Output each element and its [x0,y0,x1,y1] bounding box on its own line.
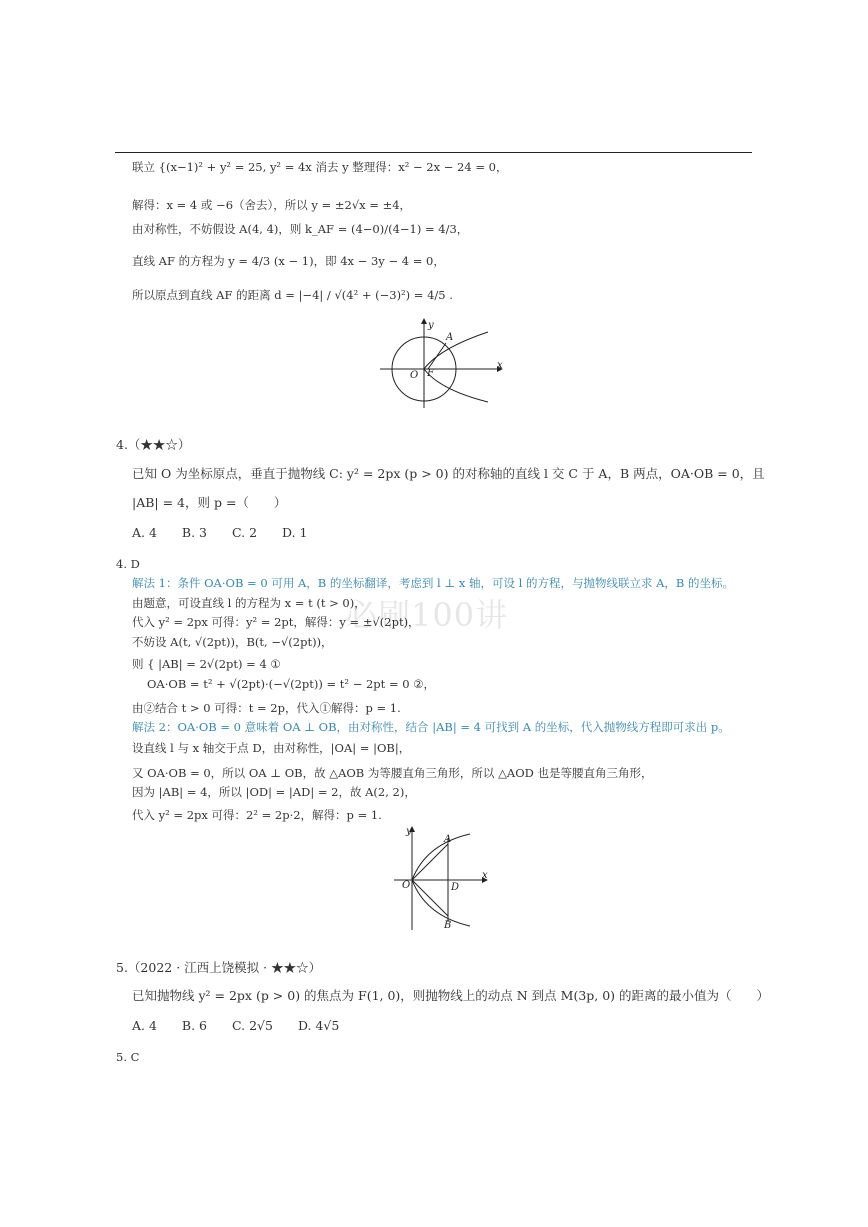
fig1-label-f: F [427,368,434,379]
solution-line: 则 { |AB| = 2√(2pt) = 4 ① [132,657,281,671]
fig2-label-a: A [444,834,452,845]
fig1-label-x: x [497,360,503,371]
fig2-label-o: O [402,880,411,891]
solution-hint: 解法 2：OA·OB = 0 意味着 OA ⊥ OB，由对称性，结合 |AB| = 4 可找到 A 的坐标，代入抛物线方程即可求出 p。 [132,720,730,734]
fig1-label-o: O [410,370,419,381]
question-number: 5.（2022 · 江西上饶模拟 · ★★☆） [116,960,322,975]
solution-line: 由题意，可设直线 l 的方程为 x = t (t > 0)， [132,596,366,610]
question-stem: 已知抛物线 y² = 2px (p > 0) 的焦点为 F(1, 0)，则抛物线上的动点 N 到点 M(3p, 0) 的距离的最小值为（ ） [132,988,770,1003]
question-stem: |AB| = 4，则 p =（ ） [132,495,287,510]
answer-label: 4. D [116,557,140,571]
fig2-label-y: y [406,826,412,837]
fig2-label-x: x [482,870,488,881]
figure-circle-parabola [380,318,505,410]
solution-line: 联立 {(x−1)² + y² = 25, y² = 4x 消去 y 整理得：x² − 2x − 24 = 0， [132,160,508,174]
solution-line: 不妨设 A(t, √(2pt))，B(t, −√(2pt))， [132,635,333,649]
header-rule [115,152,752,153]
watermark: 必刷100讲 [345,596,509,634]
fig2-label-d: D [451,882,460,893]
fig2-label-b: B [444,920,452,931]
solution-line: 由②结合 t > 0 可得：t = 2p，代入①解得：p = 1. [132,701,401,715]
fig1-label-a: A [446,332,454,343]
solution-line: 直线 AF 的方程为 y = 4/3 (x − 1)，即 4x − 3y − 4 = 0， [132,254,445,268]
fig1-label-y: y [428,320,434,331]
question-options: A. 4 B. 3 C. 2 D. 1 [132,525,308,540]
answer-label: 5. C [116,1050,140,1064]
figure-parabola-triangle [392,824,492,932]
question-options: A. 4 B. 6 C. 2√5 D. 4√5 [132,1018,340,1033]
solution-line: 因为 |AB| = 4，所以 |OD| = |AD| = 2，故 A(2, 2)， [132,785,416,799]
question-number: 4.（★★☆） [116,437,191,452]
solution-line: 由对称性，不妨假设 A(4, 4)，则 k_AF = (4−0)/(4−1) = 4/3， [132,222,469,236]
solution-line: 解得：x = 4 或 −6（舍去），所以 y = ±2√x = ±4， [132,198,412,212]
question-stem: 已知 O 为坐标原点，垂直于抛物线 C: y² = 2px (p > 0) 的对称轴的直线 l 交 C 于 A，B 两点，OA·OB = 0，且 [132,466,765,481]
solution-line: 所以原点到直线 AF 的距离 d = |−4| / √(4² + (−3)²) = 4/5 . [132,288,453,302]
solution-line: 代入 y² = 2px 可得：2² = 2p·2，解得：p = 1. [132,808,382,822]
solution-hint: 解法 1：条件 OA·OB = 0 可用 A，B 的坐标翻译，考虑到 l ⊥ x 轴，可设 l 的方程，与抛物线联立求 A，B 的坐标。 [132,576,735,590]
solution-line: 又 OA·OB = 0，所以 OA ⊥ OB，故 △AOB 为等腰直角三角形，所以 △AOD 也是等腰直角三角形， [132,766,653,780]
solution-line: 设直线 l 与 x 轴交于点 D，由对称性，|OA| = |OB|， [132,741,411,755]
solution-line: 代入 y² = 2px 可得：y² = 2pt，解得：y = ±√(2pt)， [132,615,420,629]
solution-line: OA·OB = t² + √(2pt)·(−√(2pt)) = t² − 2pt = 0 ②， [147,677,436,691]
